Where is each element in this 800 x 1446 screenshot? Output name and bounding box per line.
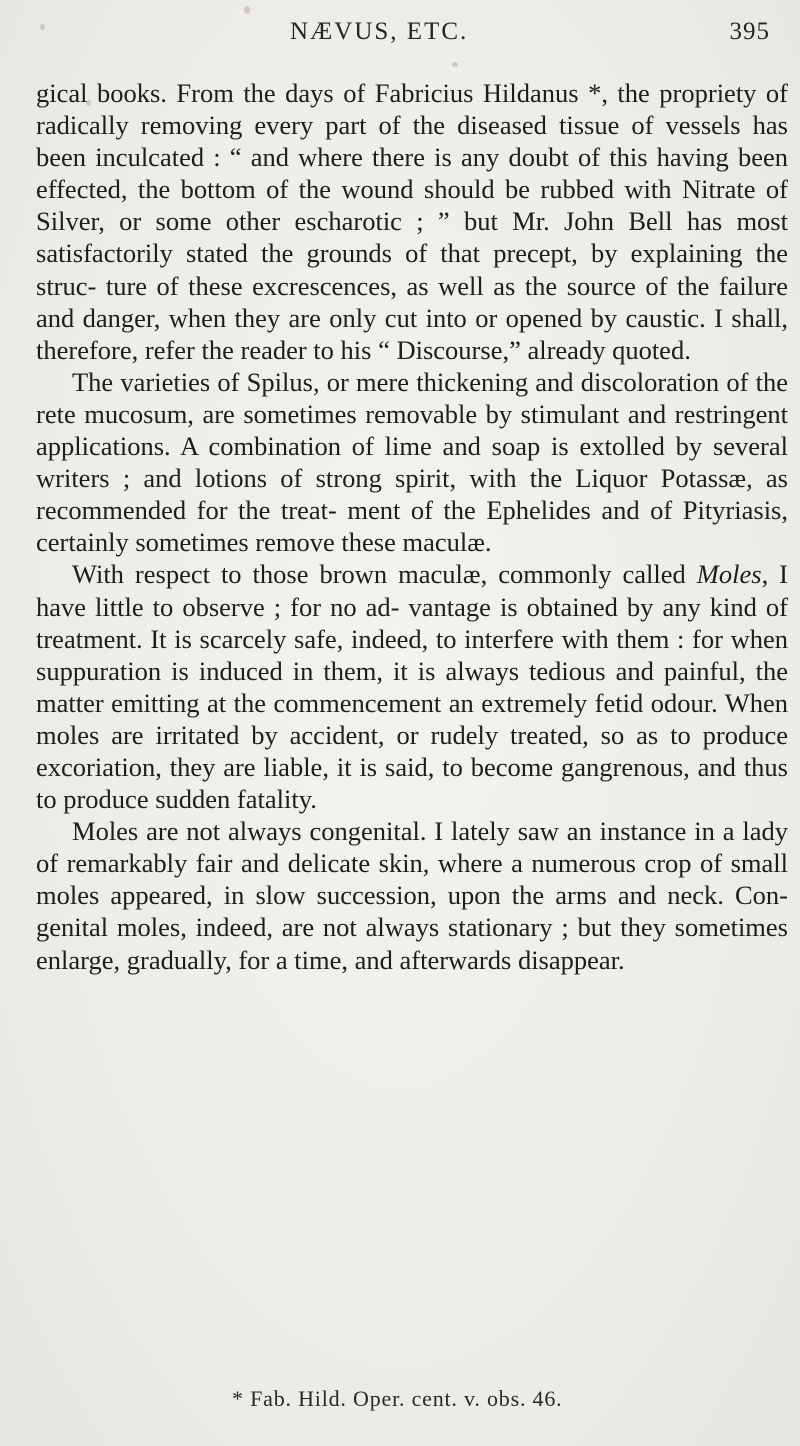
paper-speck [244, 6, 250, 14]
running-head: NÆVUS, ETC. [290, 18, 469, 45]
page-header [0, 18, 800, 58]
footnote: * Fab. Hild. Oper. cent. v. obs. 46. [232, 1386, 563, 1411]
paragraph: Moles are not always congenital. I lately saw an instance in a lady of remarkably fair and delicate skin, where a numerous crop of small moles appeared, in slow succession, upon the arms and neck. Con- genital moles, indeed, are not always stationary ; but they sometimes enlarge, gradually, for a time, and afterwards disappear. [36, 816, 788, 975]
paragraph-text: , I have little to observe ; for no ad- vantage is obtained by any kind of treatment. It is scarcely safe, indeed, to interfere with them : for when suppuration is induced in them, it is always tedious and painful, the matter emitting at the commencement an extremely fetid odour. When moles are irritated by accident, or rudely treated, so as to produce excoriation, they are liable, it is said, to become gangrenous, and thus to produce sudden fatality. [36, 559, 789, 815]
paper-speck [452, 62, 458, 67]
italic-term: Moles [696, 559, 762, 590]
paragraph-text: With respect to those brown maculæ, commonly called [72, 559, 697, 590]
paragraph: The varieties of Spilus, or mere thickening and discoloration of the rete mucosum, are sometimes removable by stimulant and restringent applications. A combination of lime and soap is extolled by several writers ; and lotions of strong spirit, with the Liquor Potassæ, as recommended for the treat- ment of the Ephelides and of Pityriasis, certainly sometimes remove these maculæ. [36, 366, 788, 558]
body-text [36, 77, 788, 976]
paragraph: gical books. From the days of Fabricius Hildanus *, the propriety of radically removing every part of the diseased tissue of vessels has been inculcated : “ and where there is any doubt of this having been effected, the bottom of the wound should be rubbed with Nitrate of Silver, or some other escharotic ; ” but Mr. John Bell has most satisfactorily stated the grounds of that precept, by explaining the struc- ture of these excrescences, as well as the source of the failure and danger, when they are only cut into or opened by caustic. I shall, therefore, refer the reader to his “ Discourse,” already quoted. [36, 78, 788, 365]
paragraph [36, 558, 788, 815]
page-number: 395 [729, 18, 770, 45]
